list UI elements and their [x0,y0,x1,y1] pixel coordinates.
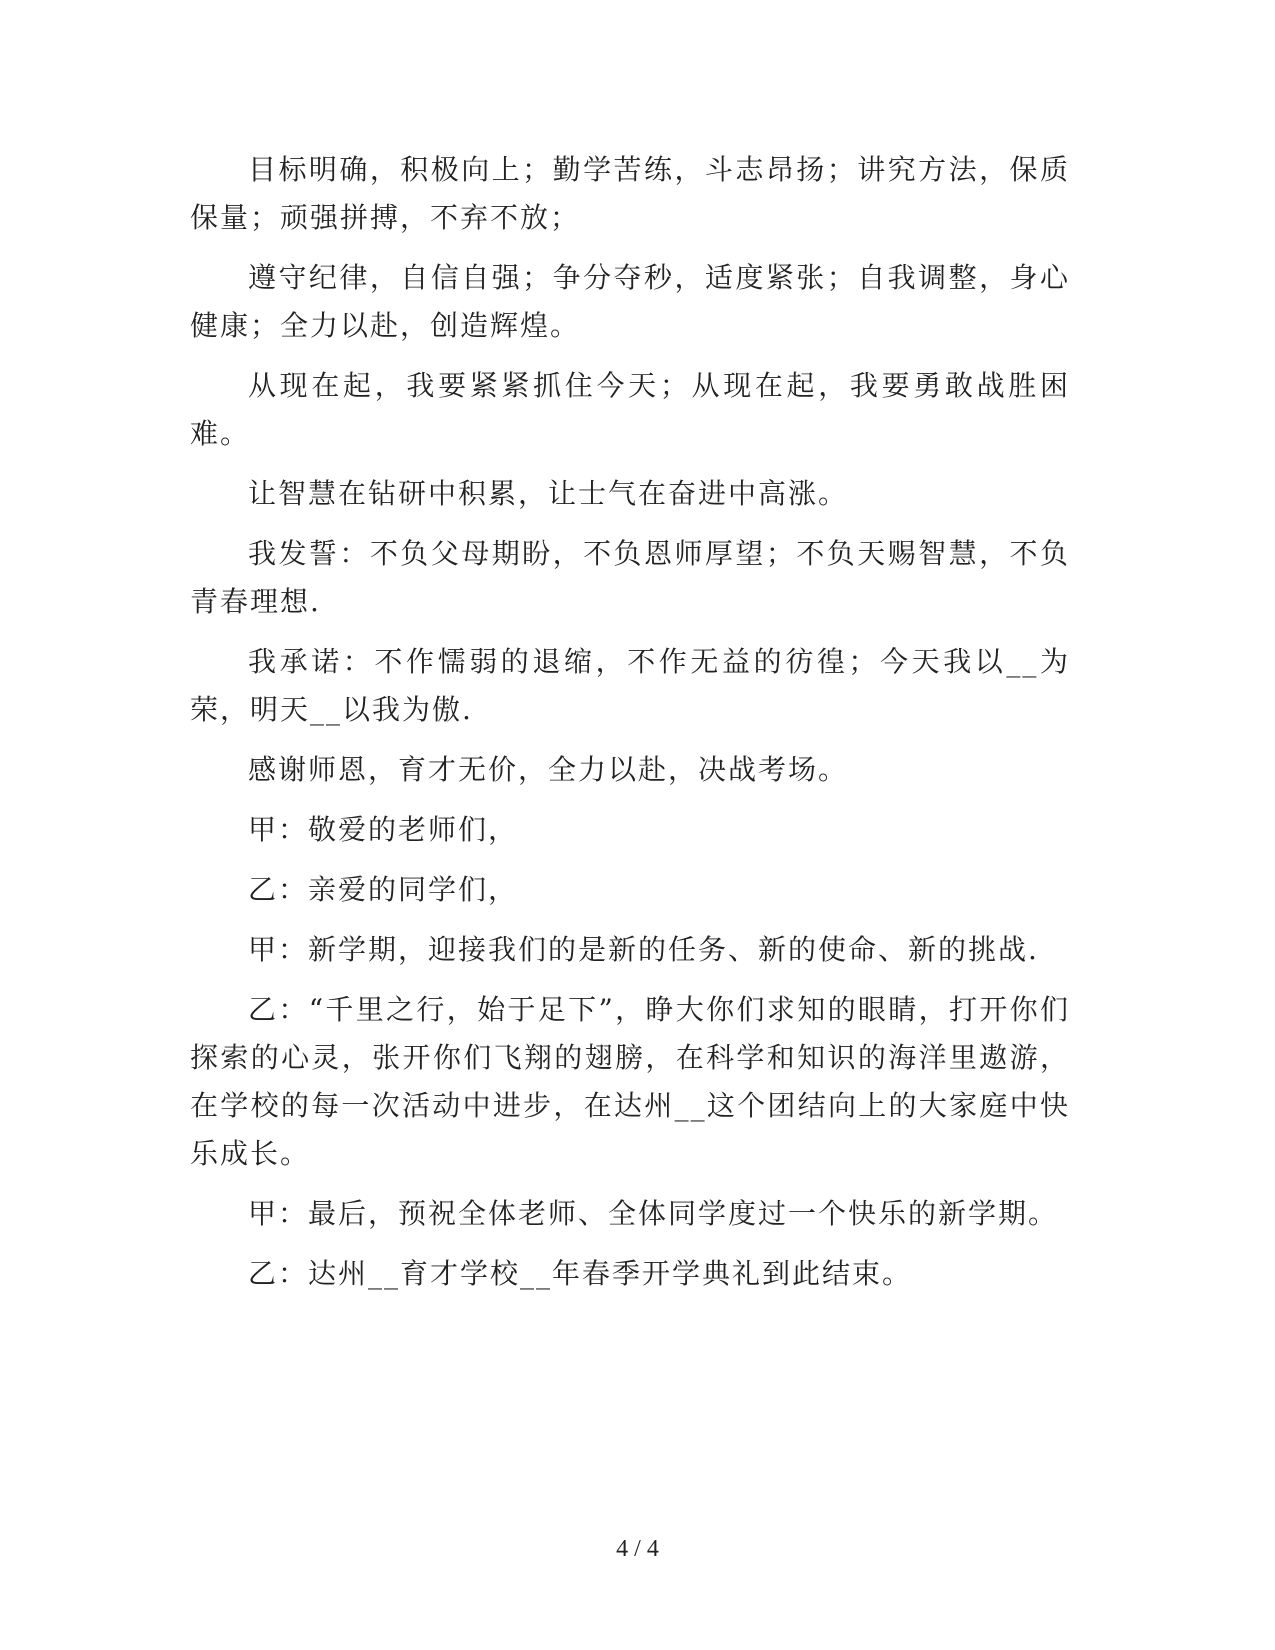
paragraph-9: 乙：亲爱的同学们， [248,873,519,906]
paragraph-4: 让智慧在钻研中积累，让士气在奋进中高涨。 [248,477,849,510]
paragraph-10: 甲：新学期，迎接我们的是新的任务、新的使命、新的挑战. [248,933,1039,966]
paragraph-13: 乙：达州__育才学校__年春季开学典礼到此结束。 [248,1257,913,1290]
paragraph-7: 感谢师恩，育才无价，全力以赴，决战考场。 [248,753,849,786]
paragraph-1: 目标明确，积极向上；勤学苦练，斗志昂扬；讲究方法，保质保量；顽强拼搏，不弃不放； [190,153,1070,234]
paragraph-11: 乙：“千里之行，始于足下”，睁大你们求知的眼睛，打开你们探索的心灵，张开你们飞翔的翅膀，在科学和知识的海洋里遨游，在学校的每一次活动中进步，在达州__这个团结向上的大家庭中快乐成长。 [190,993,1070,1170]
document-body [190,146,1070,1310]
paragraph-3: 从现在起，我要紧紧抓住今天；从现在起，我要勇敢战胜困难。 [190,369,1070,450]
page-number: 4 / 4 [616,1536,659,1562]
paragraph-8: 甲：敬爱的老师们， [248,813,519,846]
paragraph-2: 遵守纪律，自信自强；争分夺秒，适度紧张；自我调整，身心健康；全力以赴，创造辉煌。 [190,261,1070,342]
paragraph-12: 甲：最后，预祝全体老师、全体同学度过一个快乐的新学期。 [248,1197,1059,1230]
paragraph-6: 我承诺：不作懦弱的退缩，不作无益的彷徨；今天我以__为荣，明天__以我为傲. [190,645,1070,726]
paragraph-5: 我发誓：不负父母期盼，不负恩师厚望；不负天赐智慧，不负青春理想. [190,537,1070,618]
